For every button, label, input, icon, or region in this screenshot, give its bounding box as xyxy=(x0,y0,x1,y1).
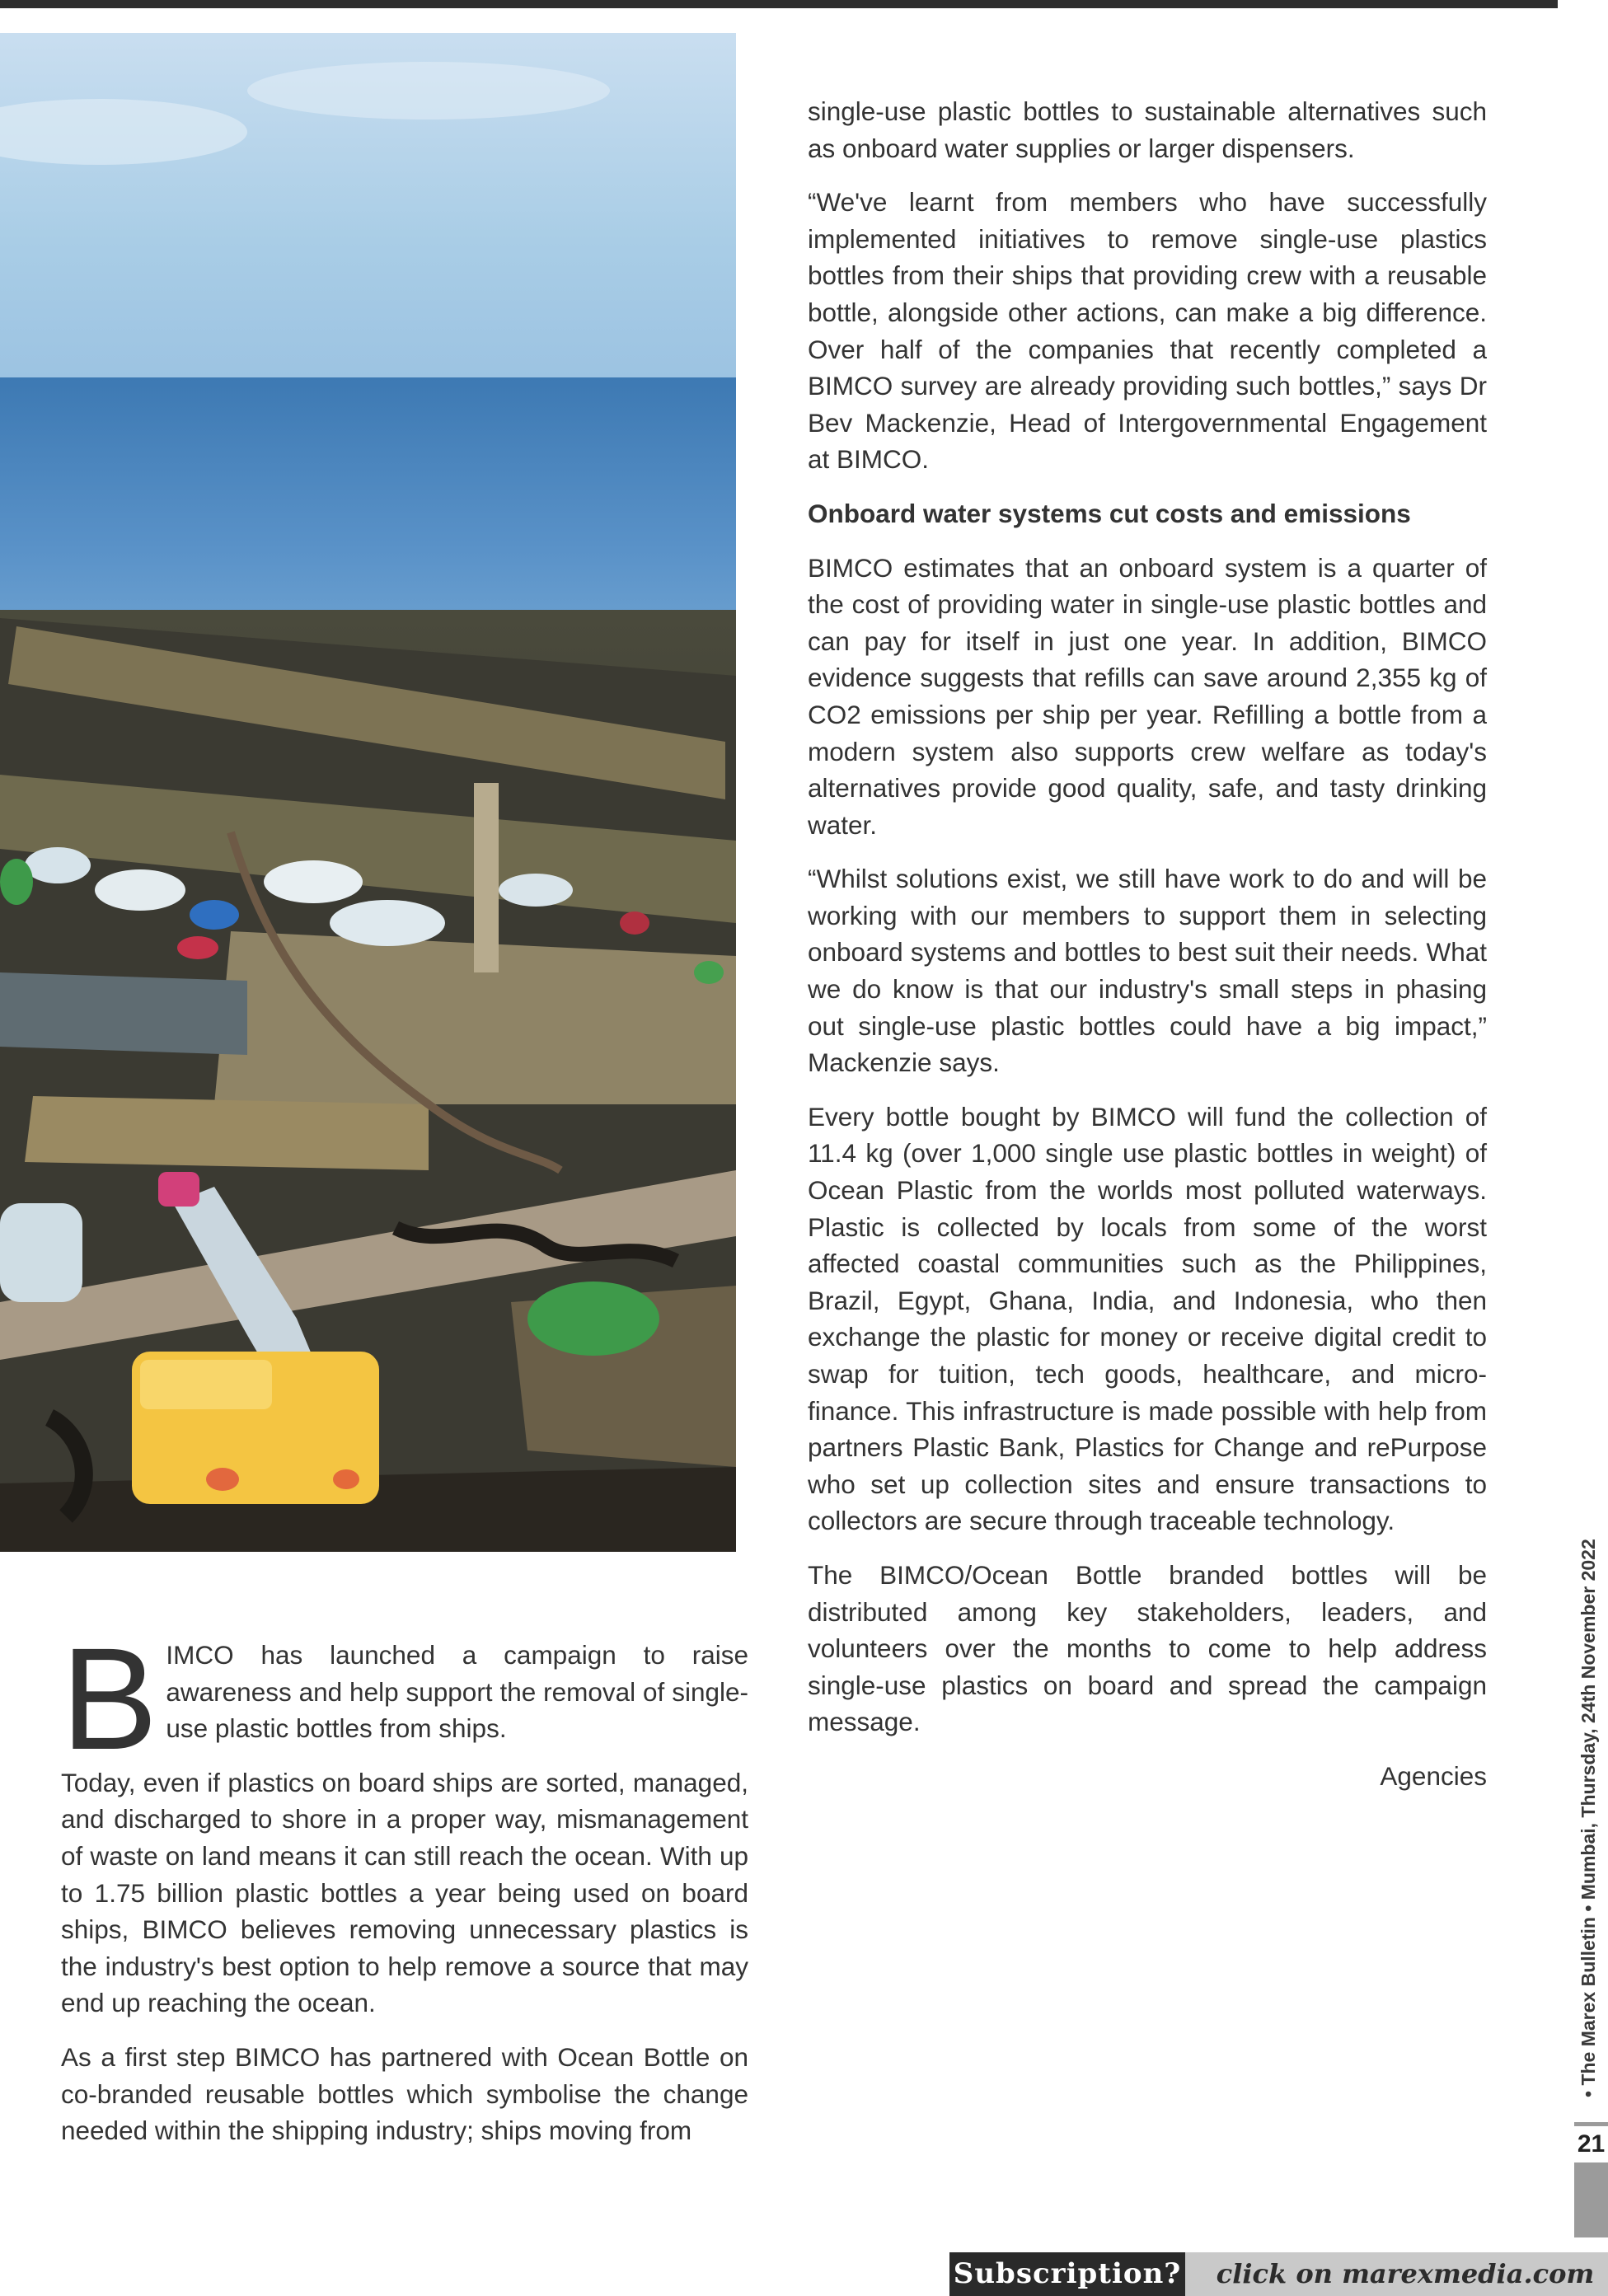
top-rule xyxy=(0,0,1558,8)
body-paragraph: Every bottle bought by BIMCO will fund the collection of 11.4 kg (over 1,000 single use plastic bottles in weight) of Ocean Plastic from the worlds most polluted waterways. Plastic is collected by locals from some of the worst affected coastal communities such as the Philippines, Brazil, Egypt, Ghana, India, and Indonesia, who then exchange the plastic for money or receive digital credit to swap for tuition, tech goods, healthcare, and micro-finance. This infrastructure is made possible with help from partners Plastic Bank, Plastics for Change and rePurpose who set up collection sites and ensure transactions to collectors are secure through traceable technology. xyxy=(808,1101,1487,1536)
body-paragraph: Today, even if plastics on board ships are sorted, managed, and discharged to shore in a proper way, mismanagement of waste on land means it can still reach the ocean. With up to 1.75 billion plastic bottles a year being used on board ships, BIMCO believes removing unnecessary plastics is the industry's best option to help remove a source that may end up reaching the ocean. xyxy=(61,1767,748,2018)
body-paragraph: As a first step BIMCO has partnered with Ocean Bottle on co-branded reusable bottles which symbolise the change needed within the shipping industry; ships moving from xyxy=(61,2041,748,2146)
body-paragraph: The BIMCO/Ocean Bottle branded bottles will be distributed among key stakeholders, leaders, and volunteers over the months to come to help address single-use plastics on board and spread the campaign message. xyxy=(808,1559,1487,1737)
subscription-link[interactable]: click on marexmedia.com xyxy=(1216,2258,1595,2289)
intro-text: IMCO has launched a campaign to raise awareness and help support the removal of single-use plastic bottles from ships. xyxy=(166,1640,748,1744)
intro-paragraph xyxy=(61,1619,748,1780)
body-paragraph: BIMCO estimates that an onboard system is a quarter of the cost of providing water in single-use plastic bottles and can pay for itself in just one year. In addition, BIMCO evidence suggests that refills can save around 2,355 kg of CO2 emissions per ship per year. Refilling a bottle from a modern system also supports crew welfare as today's alternatives provide good quality, safe, and tasty drinking water. xyxy=(808,552,1487,840)
subheading: Onboard water systems cut costs and emissions xyxy=(808,498,1411,528)
side-publication-line: • The Marex Bulletin • Mumbai, Thursday, 24th November 2022 xyxy=(1578,1539,1599,2097)
credit: Agencies xyxy=(1380,1760,1487,1791)
page-number: 21 xyxy=(1574,2126,1608,2162)
dropcap: B xyxy=(61,1619,158,1780)
body-paragraph: “We've learnt from members who have successfully implemented initiatives to remove single-use plastics bottles from their ships that providing crew with a reusable bottle, alongside other actions, can make a big difference. Over half of the companies that recently completed a BIMCO survey are already providing such bottles,” says Dr Bev Mackenzie, Head of Intergovernmental Engagement at BIMCO. xyxy=(808,187,1487,475)
subscription-label[interactable]: Subscription? xyxy=(949,2252,1185,2296)
body-paragraph: “Whilst solutions exist, we still have work to do and will be working with our members to support them in selecting onboard systems and bottles to best suit their needs. What we do know is that our industry's small steps in phasing out single-use plastic bottles could have a big impact,” Mackenzie says. xyxy=(808,864,1487,1078)
beach-plastic-photo xyxy=(0,33,736,1552)
body-paragraph: single-use plastic bottles to sustainable alternatives such as onboard water supplies or larger dispensers. xyxy=(808,96,1487,163)
article-left-column xyxy=(61,1619,748,2167)
article-right-column xyxy=(808,93,1487,1812)
